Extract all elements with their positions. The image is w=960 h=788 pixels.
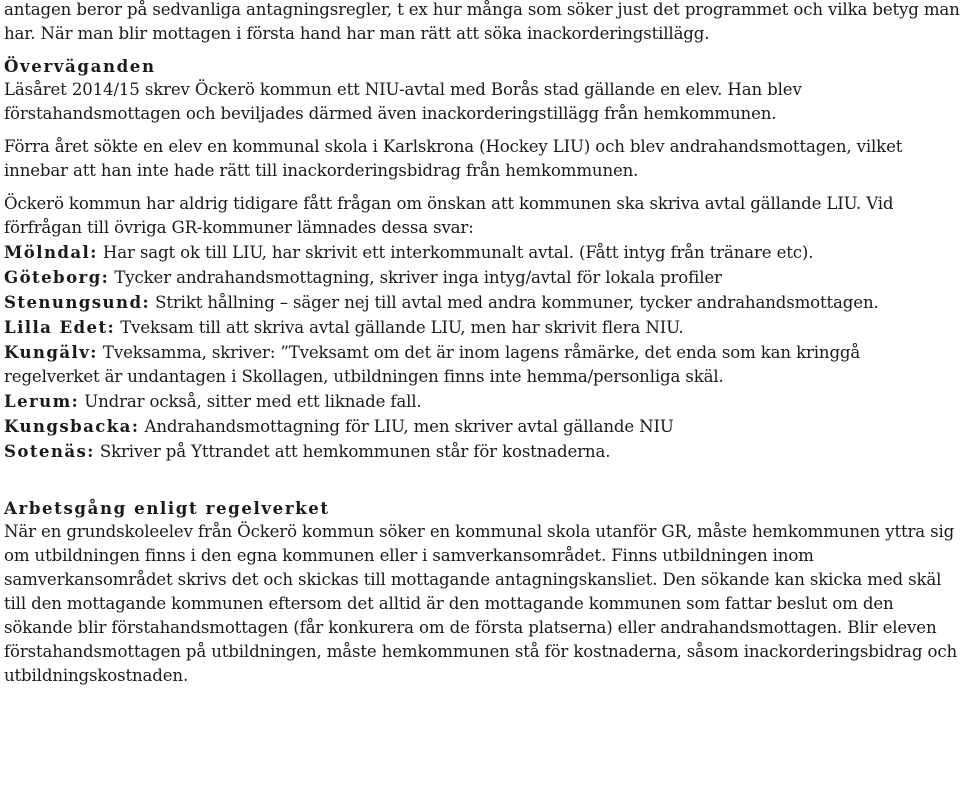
response-line xyxy=(4,240,960,265)
response-line xyxy=(4,439,960,464)
response-line xyxy=(4,290,960,315)
response-line xyxy=(4,315,960,340)
municipality-name: Lerum: xyxy=(4,391,80,411)
municipality-name: Mölndal: xyxy=(4,242,98,262)
municipality-response: Strikt hållning – säger nej till avtal med andra kommuner, tycker andrahandsmottagen. xyxy=(150,293,879,312)
municipality-name: Göteborg: xyxy=(4,267,110,287)
municipality-response: Tveksam till att skriva avtal gällande LIU, men har skrivit flera NIU. xyxy=(115,318,684,337)
response-line xyxy=(4,340,960,389)
municipality-name: Kungälv: xyxy=(4,342,98,362)
paragraph-gr-kommuner: Öckerö kommun har aldrig tidigare fått frågan om önskan att kommunen ska skriva avtal gällande LIU. Vid förfrågan till övriga GR-kommuner lämnades dessa svar: xyxy=(4,194,894,237)
section-heading-arbetsgang: Arbetsgång enligt regelverket xyxy=(4,498,330,518)
municipality-response: Undrar också, sitter med ett liknade fall. xyxy=(79,392,422,411)
municipality-response: Tveksamma, skriver: ”Tveksamt om det är inom lagens råmärke, det enda som kan kringgå regelverket är undantagen i Skollagen, utbildningen finns inte hemma/personliga skäl. xyxy=(4,343,861,386)
municipality-name: Stenungsund: xyxy=(4,292,151,312)
response-line xyxy=(4,265,960,290)
municipality-name: Lilla Edet: xyxy=(4,317,116,337)
municipality-name: Sotenäs: xyxy=(4,441,95,461)
municipality-response: Har sagt ok till LIU, har skrivit ett interkommunalt avtal. (Fått intyg från tränare etc). xyxy=(97,243,814,262)
response-line xyxy=(4,414,960,439)
paragraph-karlskrona: Förra året sökte en elev en kommunal skola i Karlskrona (Hockey LIU) och blev andrahandsmottagen, vilket innebar att han inte hade rätt till inackorderingsbidrag från hemkommunen. xyxy=(4,137,903,180)
intro-paragraph: antagen beror på sedvanliga antagningsregler, t ex hur många som söker just det programmet och vilka betyg man har. När man blir mottagen i första hand har man rätt att söka inackorderingstillägg. xyxy=(4,0,960,43)
municipality-response: Andrahandsmottagning för LIU, men skriver avtal gällande NIU xyxy=(139,417,674,436)
spacer xyxy=(4,126,960,135)
municipality-response: Skriver på Yttrandet att hemkommunen står för kostnaderna. xyxy=(94,442,611,461)
paragraph-avtal-boras: Läsåret 2014/15 skrev Öckerö kommun ett NIU-avtal med Borås stad gällande en elev. Han blev förstahandsmottagen och beviljades därmed även inackorderingstillägg från hemkommunen. xyxy=(4,80,802,123)
spacer xyxy=(4,46,960,54)
response-line xyxy=(4,389,960,414)
section-heading-overvaganden: Överväganden xyxy=(4,56,156,76)
spacer xyxy=(4,464,960,496)
municipality-name: Kungsbacka: xyxy=(4,416,140,436)
document-page xyxy=(4,0,960,688)
municipality-response: Tycker andrahandsmottagning, skriver inga intyg/avtal för lokala profiler xyxy=(109,268,722,287)
spacer xyxy=(4,183,960,192)
paragraph-arbetsgang: När en grundskoleelev från Öckerö kommun söker en kommunal skola utanför GR, måste hemkommunen yttra sig om utbildningen finns i den egna kommunen eller i samverkansområdet. Finns utbildningen inom samverkansområdet skrivs det och skickas till mottagande antagningskansliet. Den sökande kan skicka med skäl till den mottagande kommunen eftersom det alltid är den mottagande kommunen som fattar beslut om den sökande blir förstahandsmottagen (får konkurera om de första platserna) eller andrahandsmottagen. Blir eleven förstahandsmottagen på utbildningen, måste hemkommunen stå för kostnaderna, såsom inackorderingsbidrag och utbildningskostnaden. xyxy=(4,522,958,685)
